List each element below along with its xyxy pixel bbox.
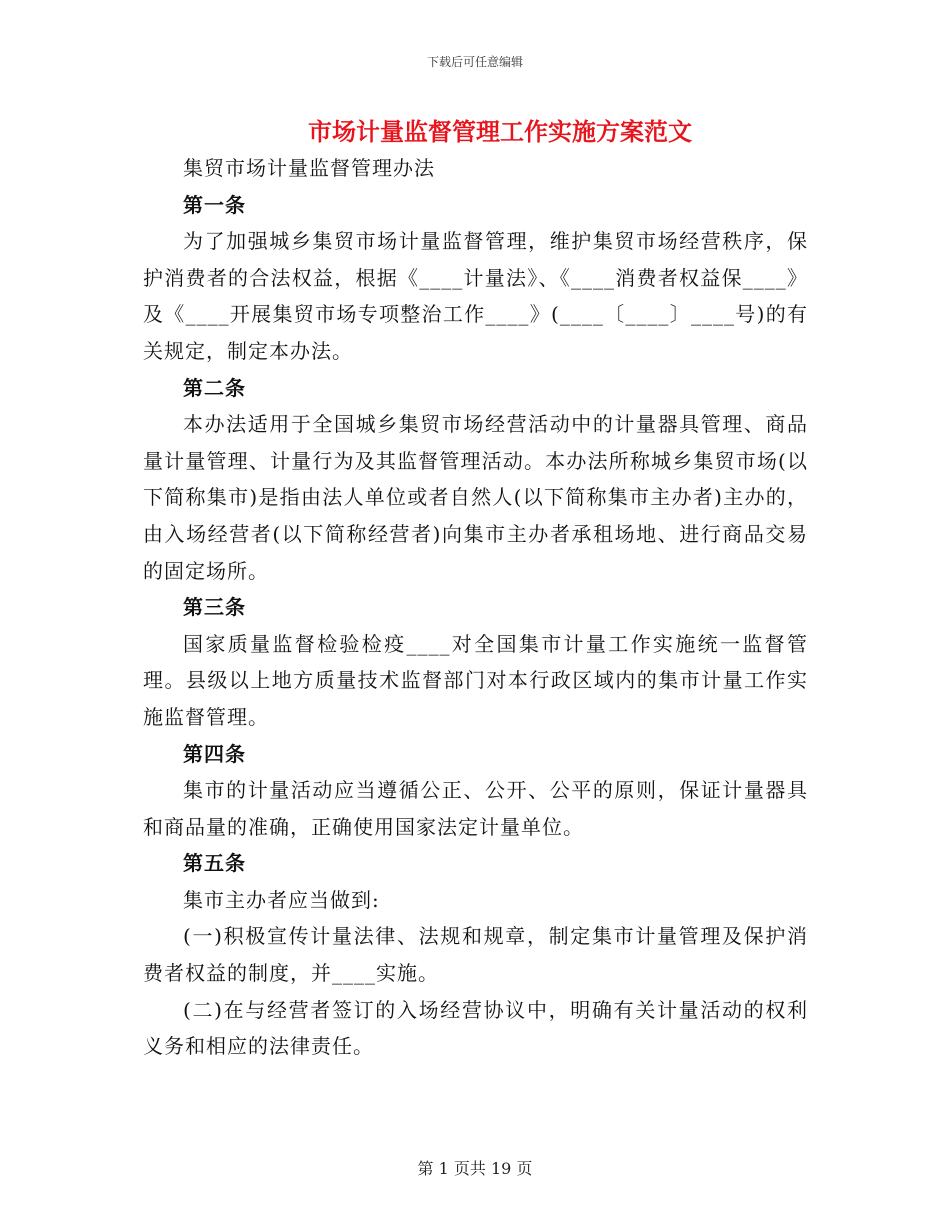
body-paragraph: 集市主办者应当做到:	[183, 887, 380, 912]
article-heading: 第一条	[183, 192, 246, 217]
article-heading: 第三条	[183, 595, 246, 620]
body-paragraph: 集贸市场计量监督管理办法	[183, 156, 435, 180]
document-title: 市场计量监督管理工作实施方案范文	[308, 117, 692, 146]
body-paragraph: (二)在与经营者签订的入场经营协议中，明确有关计量活动的权利义务和相应的法律责任。	[143, 997, 808, 1059]
article-heading: 第四条	[183, 741, 246, 766]
body-paragraph: 集市的计量活动应当遵循公正、公开、公平的原则，保证计量器具和商品量的准确，正确使用国家法定计量单位。	[143, 778, 808, 839]
page-header-note: 下载后可任意编辑	[426, 55, 523, 69]
page-number: 第 1 页共 19 页	[417, 1159, 533, 1178]
body-paragraph: 为了加强城乡集贸市场计量监督管理，维护集贸市场经营秩序，保护消费者的合法权益，根据《____计量法》、《____消费者权益保____》及《____开展集贸市场专项整治工作____》(____〔____〕____号)的有关规定，制定本办法。	[143, 229, 808, 363]
article-heading: 第二条	[183, 375, 246, 400]
body-paragraph: 国家质量监督检验检疫____对全国集市计量工作实施统一监督管理。县级以上地方质量技术监督部门对本行政区域内的集市计量工作实施监督管理。	[143, 631, 808, 729]
article-heading: 第五条	[183, 851, 246, 876]
body-paragraph: (一)积极宣传计量法律、法规和规章，制定集市计量管理及保护消费者权益的制度，并____实施。	[143, 924, 808, 986]
document-body	[143, 150, 808, 1065]
body-paragraph: 本办法适用于全国城乡集贸市场经营活动中的计量器具管理、商品量计量管理、计量行为及其监督管理活动。本办法所称城乡集贸市场(以下简称集市)是指由法人单位或者自然人(以下简称集市主办者)主办的，由入场经营者(以下简称经营者)向集市主办者承租场地、进行商品交易的固定场所。	[143, 412, 808, 583]
